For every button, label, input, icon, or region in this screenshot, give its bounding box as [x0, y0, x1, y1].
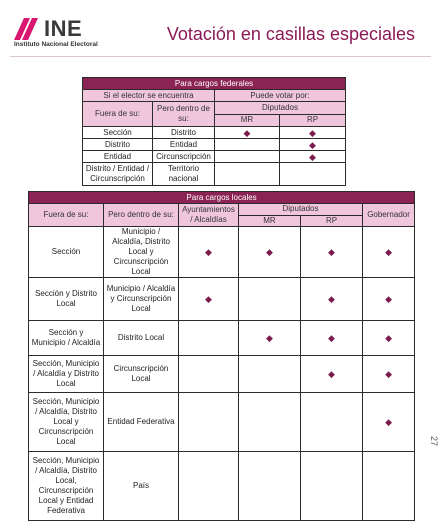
cell-gobernador: ◆ — [363, 393, 415, 452]
cell-fuera: Sección — [83, 127, 153, 139]
cell-fuera: Entidad — [83, 151, 153, 163]
cell-dentro: Entidad Federativa — [104, 393, 179, 452]
cell-ayuntamientos — [179, 452, 239, 521]
local-col-outside: Fuera de su: — [29, 204, 104, 227]
cell-rp — [301, 452, 363, 521]
cell-gobernador: ◆ — [363, 227, 415, 278]
cell-dentro: Entidad — [153, 139, 215, 151]
ine-logo — [14, 18, 118, 52]
table-row — [29, 452, 415, 521]
page-number: 27 — [428, 435, 439, 447]
local-table — [28, 191, 415, 521]
cell-mr — [215, 151, 280, 163]
local-col-gobernador: Gobernador — [363, 204, 415, 227]
cell-mr — [239, 452, 301, 521]
cell-gobernador — [363, 452, 415, 521]
cell-mr — [239, 278, 301, 321]
cell-ayuntamientos — [179, 321, 239, 356]
cell-mr: ◆ — [239, 321, 301, 356]
cell-mr — [215, 163, 280, 186]
table-row — [83, 127, 346, 139]
federal-col-within: Pero dentro de su: — [153, 102, 215, 127]
logo-text: INE — [44, 16, 83, 41]
cell-fuera: Distrito / Entidad / Circunscripción — [83, 163, 153, 186]
table-row — [29, 278, 415, 321]
table-row — [83, 151, 346, 163]
cell-mr — [239, 356, 301, 393]
cell-mr — [215, 139, 280, 151]
table-row — [29, 393, 415, 452]
logo-subtitle: Instituto Nacional Electoral — [14, 41, 98, 48]
cell-fuera: Sección — [29, 227, 104, 278]
cell-rp — [280, 163, 346, 186]
federal-col-elector: Si el elector se encuentra — [83, 90, 215, 102]
federal-col-mr: MR — [215, 114, 280, 127]
table-row — [83, 163, 346, 186]
cell-rp: ◆ — [280, 139, 346, 151]
federal-col-rp: RP — [280, 114, 346, 127]
cell-dentro: Territorio nacional — [153, 163, 215, 186]
cell-dentro: Distrito Local — [104, 321, 179, 356]
local-col-mr: MR — [239, 215, 301, 227]
cell-rp: ◆ — [301, 227, 363, 278]
cell-rp — [301, 393, 363, 452]
local-col-within: Pero dentro de su: — [104, 204, 179, 227]
table-row — [83, 139, 346, 151]
local-banner: Para cargos locales — [29, 192, 415, 204]
local-col-rp: RP — [301, 215, 363, 227]
cell-fuera: Sección y Distrito Local — [29, 278, 104, 321]
page-title: Votación en casillas especiales — [166, 24, 415, 44]
cell-mr — [239, 393, 301, 452]
local-col-ayuntamientos: Ayuntamientos / Alcaldías — [179, 204, 239, 227]
cell-fuera: Sección y Municipio / Alcaldía — [29, 321, 104, 356]
federal-table — [82, 77, 346, 186]
cell-dentro: Municipio / Alcaldía y Circunscripción Local — [104, 278, 179, 321]
cell-mr: ◆ — [239, 227, 301, 278]
cell-rp: ◆ — [280, 151, 346, 163]
cell-dentro: Distrito — [153, 127, 215, 139]
cell-gobernador: ◆ — [363, 278, 415, 321]
federal-col-diputados: Diputados — [215, 102, 346, 115]
cell-dentro: País — [104, 452, 179, 521]
cell-rp: ◆ — [280, 127, 346, 139]
cell-fuera: Sección, Municipio / Alcaldía, Distrito Local y Circunscripción Local — [29, 393, 104, 452]
federal-col-vote: Puede votar por: — [215, 90, 346, 102]
cell-rp: ◆ — [301, 278, 363, 321]
table-row — [29, 227, 415, 278]
cell-dentro: Municipio / Alcaldía, Distrito Local y Circunscripción Local — [104, 227, 179, 278]
cell-ayuntamientos: ◆ — [179, 278, 239, 321]
header-divider — [10, 56, 431, 57]
cell-rp: ◆ — [301, 356, 363, 393]
cell-dentro: Circunscripción Local — [104, 356, 179, 393]
cell-ayuntamientos — [179, 393, 239, 452]
cell-rp: ◆ — [301, 321, 363, 356]
cell-gobernador: ◆ — [363, 321, 415, 356]
cell-mr: ◆ — [215, 127, 280, 139]
cell-ayuntamientos: ◆ — [179, 227, 239, 278]
cell-fuera: Distrito — [83, 139, 153, 151]
table-row — [29, 321, 415, 356]
cell-fuera: Sección, Municipio / Alcaldía y Distrito Local — [29, 356, 104, 393]
federal-banner: Para cargos federales — [83, 78, 346, 90]
page-header — [0, 0, 441, 62]
cell-dentro: Circunscripción — [153, 151, 215, 163]
cell-fuera: Sección, Municipio / Alcaldía, Distrito Local, Circunscripción Local y Entidad Federativa — [29, 452, 104, 521]
table-row — [29, 356, 415, 393]
federal-col-outside: Fuera de su: — [83, 102, 153, 127]
cell-gobernador: ◆ — [363, 356, 415, 393]
cell-ayuntamientos — [179, 356, 239, 393]
ine-logo-mark-icon — [14, 18, 40, 40]
local-col-diputados: Diputados — [239, 204, 363, 216]
